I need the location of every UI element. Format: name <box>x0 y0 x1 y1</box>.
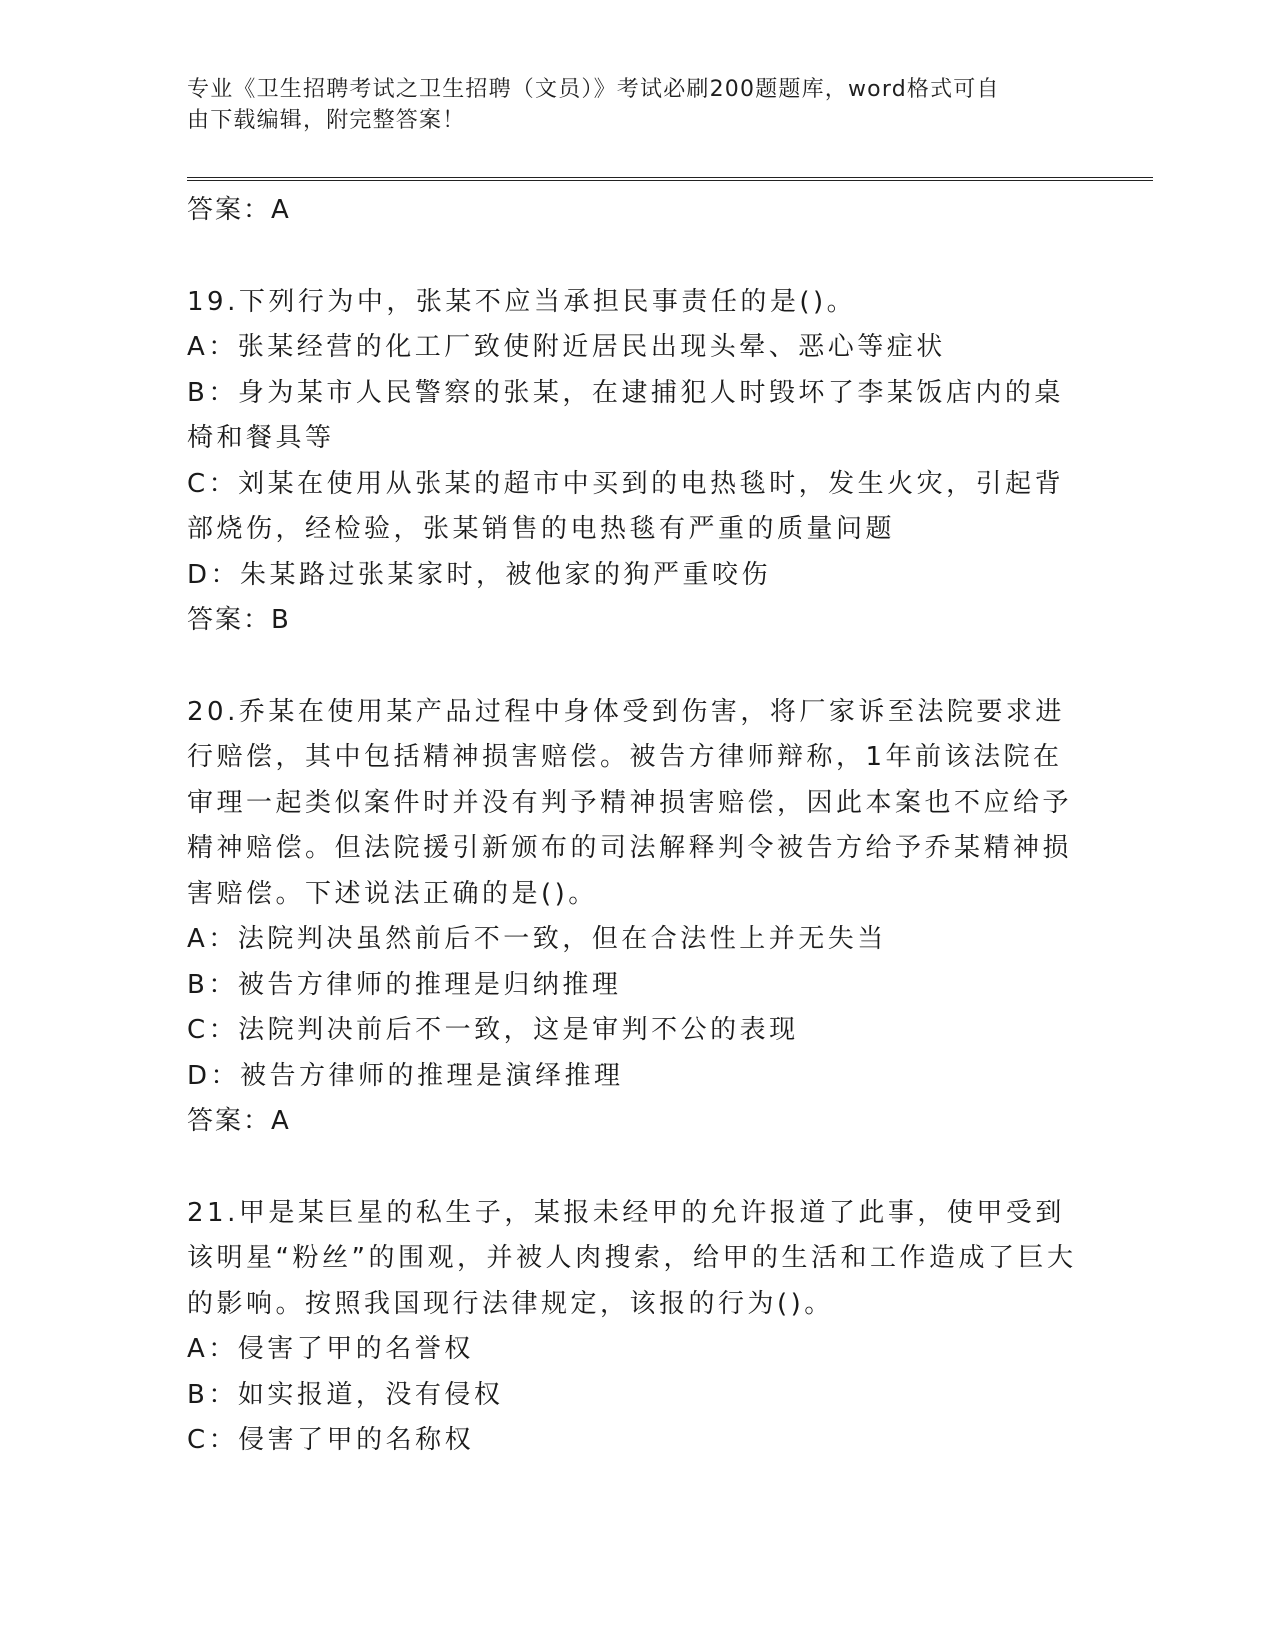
question-19 <box>187 280 1087 644</box>
option-d: D：朱某路过张某家时，被他家的狗严重咬伤 <box>187 559 772 590</box>
question-21 <box>187 1191 1087 1464</box>
header-title-line-2: 由下载编辑，附完整答案！ <box>187 108 466 133</box>
option-c: C：侵害了甲的名称权 <box>187 1425 475 1455</box>
option-b: B：身为某市人民警察的张某，在逮捕犯人时毁坏了李某饭店内的桌椅和餐具等 <box>187 377 1064 453</box>
option-c: C：刘某在使用从张某的超市中买到的电热毯时，发生火灾，引起背部烧伤，经检验，张某销售的电热毯有严重的质量问题 <box>187 468 1065 544</box>
header-title-line-1: 专业《卫生招聘考试之卫生招聘（文员）》考试必刷200题题库，word格式可自 <box>187 77 1000 102</box>
option-b: B：被告方律师的推理是归纳推理 <box>187 969 622 1000</box>
answer: 答案：A <box>187 1106 291 1136</box>
spacer <box>187 234 1087 280</box>
question-list <box>187 188 1087 1464</box>
option-b: B：如实报道，没有侵权 <box>187 1379 504 1410</box>
question-stem: 20.乔某在使用某产品过程中身体受到伤害，将厂家诉至法院要求进行赔偿，其中包括精神损害赔偿。被告方律师辩称，1年前该法院在审理一起类似案件时并没有判予精神损害赔偿，因此本案也不应给予精神赔偿。但法院援引新颁布的司法解释判令被告方给予乔某精神损害赔偿。下述说法正确的是()。 <box>187 696 1073 909</box>
option-c: C：法院判决前后不一致，这是审判不公的表现 <box>187 1015 799 1045</box>
question-stem: 21.甲是某巨星的私生子，某报未经甲的允许报道了此事，使甲受到该明星“粉丝”的围观，并被人肉搜索，给甲的生活和工作造成了巨大的影响。按照我国现行法律规定，该报的行为()。 <box>187 1197 1077 1319</box>
question-20 <box>187 690 1087 1145</box>
spacer <box>187 1145 1087 1191</box>
question-stem: 19.下列行为中，张某不应当承担民事责任的是()。 <box>187 286 857 317</box>
option-a: A：侵害了甲的名誉权 <box>187 1334 474 1364</box>
option-a: A：法院判决虽然前后不一致，但在合法性上并无失当 <box>187 924 887 954</box>
option-a: A：张某经营的化工厂致使附近居民出现头晕、恶心等症状 <box>187 332 946 362</box>
answer: 答案：B <box>187 605 291 635</box>
header-divider <box>187 177 1153 181</box>
previous-answer: 答案：A <box>187 195 291 225</box>
spacer <box>187 644 1087 690</box>
option-d: D：被告方律师的推理是演绎推理 <box>187 1060 624 1091</box>
document-header <box>187 74 1067 136</box>
